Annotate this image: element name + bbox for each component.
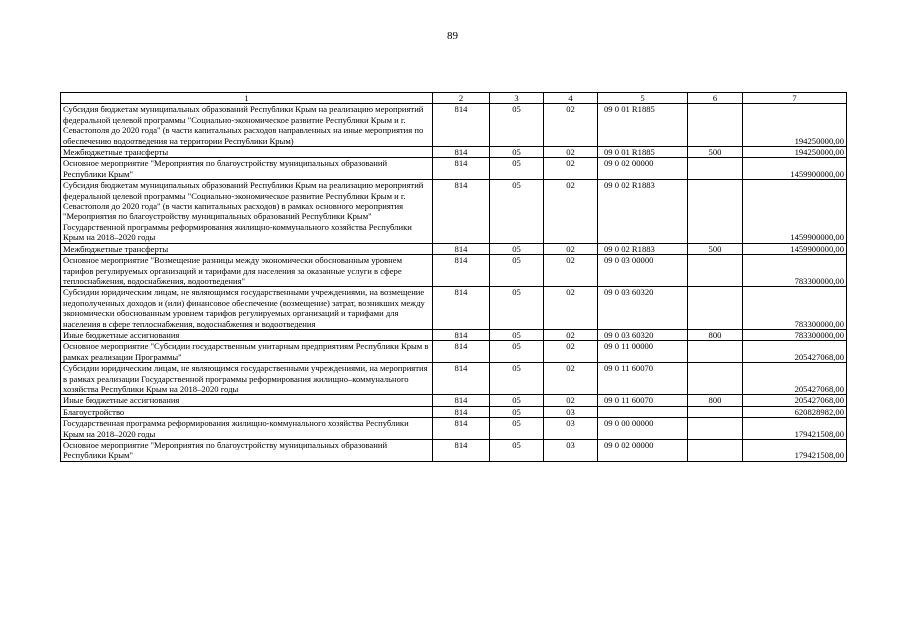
subsection-cell: 02: [544, 104, 598, 147]
expense-type-cell: [688, 255, 743, 287]
amount-cell: 179421508,00: [743, 418, 847, 440]
row-name-cell: Субсидия бюджетам муниципальных образований Республики Крым на реализацию мероприятий федеральной целевой программы "Социально-экономическое развитие Республики Крым и г. Севастополя до 2020 года" (в части капитальных расходов) в рамках основного мероприятия "Мероприятия по благоустройству муниципальных образований Республики Крым" Государственной программы реформирования жилищно-коммунального хозяйства Республики Крым на 2018–2020 годы: [61, 180, 433, 243]
subsection-cell: 02: [544, 158, 598, 180]
section-cell: 05: [490, 341, 544, 363]
table-row: [61, 363, 847, 395]
amount-cell: 179421508,00: [743, 440, 847, 462]
amount-cell: 205427068,00: [743, 341, 847, 363]
table-row: [61, 440, 847, 462]
row-name-cell: Субсидия бюджетам муниципальных образований Республики Крым на реализацию мероприятий федеральной целевой программы "Социально-экономическое развитие Республики Крым и г. Севастополя до 2020 года" (в части капитальных расходов направленных на иные мероприятия по обеспечению водоотведения на территории Республики Крым): [61, 104, 433, 147]
row-name-cell: Основное мероприятие "Субсидии государственным унитарным предприятиям Республики Крым в рамках реализации Программы": [61, 341, 433, 363]
expense-type-cell: [688, 406, 743, 417]
admin-code-cell: 814: [433, 440, 490, 462]
row-name-cell: Основное мероприятие "Возмещение разницы между экономически обоснованным уровнем тарифов регулируемых организаций и тарифами для населения за оказанные услуги в сфере теплоснабжения, водоснабжения, водоотведения": [61, 255, 433, 287]
row-name-cell: Иные бюджетные ассигнования: [61, 395, 433, 406]
subsection-cell: 02: [544, 395, 598, 406]
amount-cell: 1459900000,00: [743, 180, 847, 243]
table-row: [61, 329, 847, 340]
section-cell: 05: [490, 329, 544, 340]
subsection-cell: 02: [544, 341, 598, 363]
row-name-cell: Межбюджетные трансферты: [61, 243, 433, 254]
row-name-cell: Государственная программа реформирования жилищно-коммунального хозяйства Республики Крым на 2018–2020 годы: [61, 418, 433, 440]
admin-code-cell: 814: [433, 255, 490, 287]
admin-code-cell: 814: [433, 363, 490, 395]
column-header: 5: [598, 93, 688, 104]
target-article-cell: 09 0 11 60070: [598, 395, 688, 406]
subsection-cell: 02: [544, 287, 598, 330]
expense-type-cell: [688, 363, 743, 395]
amount-cell: 205427068,00: [743, 395, 847, 406]
table-row: [61, 395, 847, 406]
amount-cell: 1459900000,00: [743, 243, 847, 254]
row-name-cell: Иные бюджетные ассигнования: [61, 329, 433, 340]
section-cell: 05: [490, 180, 544, 243]
row-name-cell: Субсидии юридическим лицам, не являющимся государственными учреждениями, на возмещение недополученных доходов и (или) финансовое обеспечение (возмещение) затрат, возникших между экономически обоснованным уровнем тарифов регулируемых организаций и тарифами для населения в сфере теплоснабжения, водоснабжения и водоотведения: [61, 287, 433, 330]
admin-code-cell: 814: [433, 158, 490, 180]
expense-type-cell: 500: [688, 243, 743, 254]
amount-cell: 194250000,00: [743, 104, 847, 147]
section-cell: 05: [490, 287, 544, 330]
admin-code-cell: 814: [433, 287, 490, 330]
subsection-cell: 02: [544, 243, 598, 254]
row-name-cell: Основное мероприятие "Мероприятия по благоустройству муниципальных образований Республики Крым": [61, 440, 433, 462]
subsection-cell: 03: [544, 406, 598, 417]
column-header-row: [61, 93, 847, 104]
section-cell: 05: [490, 440, 544, 462]
column-header: 2: [433, 93, 490, 104]
column-header: 3: [490, 93, 544, 104]
admin-code-cell: 814: [433, 180, 490, 243]
subsection-cell: 02: [544, 180, 598, 243]
target-article-cell: [598, 406, 688, 417]
row-name-cell: Благоустройство: [61, 406, 433, 417]
target-article-cell: 09 0 11 60070: [598, 363, 688, 395]
page-number: 89: [447, 30, 458, 42]
column-header: 6: [688, 93, 743, 104]
expense-type-cell: [688, 158, 743, 180]
target-article-cell: 09 0 11 00000: [598, 341, 688, 363]
subsection-cell: 03: [544, 418, 598, 440]
amount-cell: 783300000,00: [743, 255, 847, 287]
admin-code-cell: 814: [433, 243, 490, 254]
subsection-cell: 02: [544, 329, 598, 340]
table-row: [61, 255, 847, 287]
table-row: [61, 180, 847, 243]
target-article-cell: 09 0 01 R1885: [598, 147, 688, 158]
target-article-cell: 09 0 03 60320: [598, 329, 688, 340]
subsection-cell: 03: [544, 440, 598, 462]
amount-cell: 620828982,00: [743, 406, 847, 417]
expense-type-cell: 500: [688, 147, 743, 158]
section-cell: 05: [490, 406, 544, 417]
amount-cell: 194250000,00: [743, 147, 847, 158]
expense-type-cell: [688, 104, 743, 147]
expense-type-cell: [688, 287, 743, 330]
table-row: [61, 406, 847, 417]
column-header: 7: [743, 93, 847, 104]
table-row: [61, 418, 847, 440]
section-cell: 05: [490, 255, 544, 287]
admin-code-cell: 814: [433, 395, 490, 406]
table-body: [61, 104, 847, 461]
admin-code-cell: 814: [433, 147, 490, 158]
expense-type-cell: [688, 418, 743, 440]
subsection-cell: 02: [544, 147, 598, 158]
target-article-cell: 09 0 02 00000: [598, 158, 688, 180]
section-cell: 05: [490, 104, 544, 147]
table-row: [61, 243, 847, 254]
target-article-cell: 09 0 01 R1885: [598, 104, 688, 147]
target-article-cell: 09 0 03 60320: [598, 287, 688, 330]
target-article-cell: 09 0 00 00000: [598, 418, 688, 440]
target-article-cell: 09 0 03 00000: [598, 255, 688, 287]
admin-code-cell: 814: [433, 406, 490, 417]
admin-code-cell: 814: [433, 104, 490, 147]
expense-type-cell: [688, 180, 743, 243]
table-row: [61, 287, 847, 330]
subsection-cell: 02: [544, 363, 598, 395]
admin-code-cell: 814: [433, 329, 490, 340]
section-cell: 05: [490, 395, 544, 406]
section-cell: 05: [490, 147, 544, 158]
table-row: [61, 104, 847, 147]
target-article-cell: 09 0 02 R1883: [598, 243, 688, 254]
subsection-cell: 02: [544, 255, 598, 287]
column-header: 4: [544, 93, 598, 104]
table-row: [61, 158, 847, 180]
section-cell: 05: [490, 243, 544, 254]
table-row: [61, 341, 847, 363]
expense-type-cell: 800: [688, 395, 743, 406]
expense-type-cell: [688, 440, 743, 462]
section-cell: 05: [490, 158, 544, 180]
row-name-cell: Межбюджетные трансферты: [61, 147, 433, 158]
target-article-cell: 09 0 02 R1883: [598, 180, 688, 243]
section-cell: 05: [490, 363, 544, 395]
admin-code-cell: 814: [433, 341, 490, 363]
amount-cell: 205427068,00: [743, 363, 847, 395]
table-row: [61, 147, 847, 158]
row-name-cell: Субсидии юридическим лицам, не являющимся государственными учреждениями, на мероприятия в рамках реализации Государственной программы реформирования жилищно–коммунального хозяйства Республики Крым на 2018–2020 годы: [61, 363, 433, 395]
expense-type-cell: [688, 341, 743, 363]
amount-cell: 783300000,00: [743, 287, 847, 330]
budget-table: [60, 92, 847, 462]
column-header: 1: [61, 93, 433, 104]
expense-type-cell: 800: [688, 329, 743, 340]
target-article-cell: 09 0 02 00000: [598, 440, 688, 462]
row-name-cell: Основное мероприятие "Мероприятия по благоустройству муниципальных образований Республики Крым": [61, 158, 433, 180]
section-cell: 05: [490, 418, 544, 440]
admin-code-cell: 814: [433, 418, 490, 440]
amount-cell: 783300000,00: [743, 329, 847, 340]
amount-cell: 1459900000,00: [743, 158, 847, 180]
